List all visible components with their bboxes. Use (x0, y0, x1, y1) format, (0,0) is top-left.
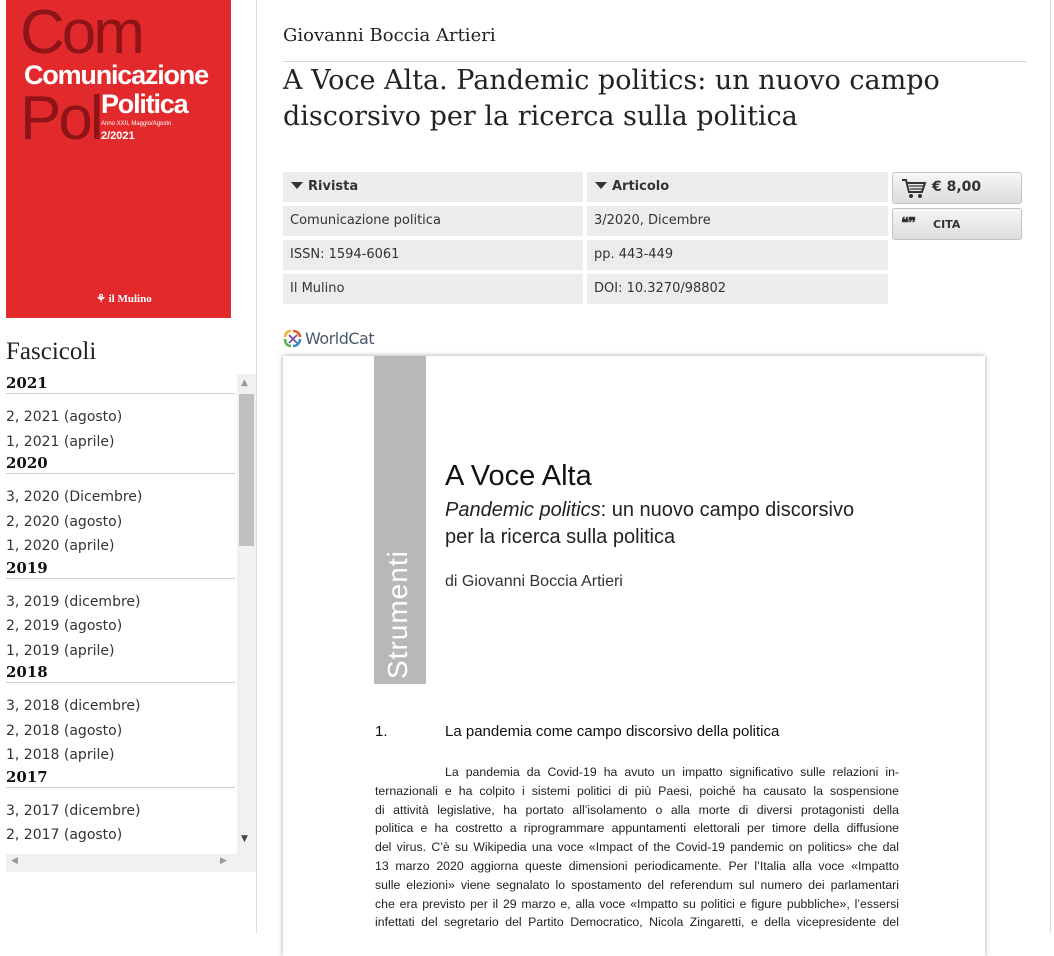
preview-section-number: 1. (375, 723, 388, 740)
scroll-right-icon[interactable]: ▶ (220, 856, 227, 866)
cite-label: CITA (933, 218, 961, 231)
price-label: € 8,00 (932, 179, 982, 195)
issn: ISSN: 1594-6061 (283, 240, 583, 270)
cover-big-com: Com (20, 0, 142, 67)
body-line: La pandemia da Covid-19 ha avuto un impatto significativo sulle relazioni in- (445, 765, 899, 779)
cover-issue-number: 2/2021 (101, 130, 135, 142)
year-heading: 2020 (6, 454, 235, 474)
buy-button[interactable] (892, 172, 1022, 204)
preview-title: A Voce Alta (445, 460, 592, 492)
cite-button[interactable] (892, 208, 1022, 240)
issues-heading: Fascicoli (6, 338, 97, 365)
body-line: 13 marzo 2020 aggiorna queste dimensioni periodicamente. Per l’Italia alla voce «Impatto (375, 858, 899, 873)
worldcat-label: WorldCat (305, 329, 375, 348)
horizontal-scrollbar[interactable] (6, 854, 256, 872)
cover-anno: Anno XXII, Maggio/Agosto (101, 121, 172, 127)
issue-link[interactable]: 3, 2018 (dicembre) (6, 698, 141, 714)
journal-cover[interactable] (6, 0, 231, 318)
preview-subtitle-rest: : un nuovo campo discorsivo (600, 499, 855, 521)
doi: DOI: 10.3270/98802 (587, 274, 888, 304)
year-heading: 2021 (6, 374, 235, 394)
issues-list (6, 374, 235, 848)
year-heading: 2018 (6, 663, 235, 683)
rivista-header-label: Rivista (308, 179, 359, 194)
issue-link[interactable]: 2, 2020 (agosto) (6, 513, 123, 530)
header-divider (283, 61, 1026, 62)
scroll-up-icon[interactable]: ▲ (241, 378, 248, 388)
quote-icon: ❝❞ (901, 214, 916, 232)
issue-link[interactable]: 2, 2018 (agosto) (6, 722, 123, 739)
cover-big-pol: Pol (20, 84, 101, 153)
issue-link[interactable]: 1, 2020 (aprile) (6, 538, 115, 554)
preview-body (375, 763, 899, 932)
section-band-label: Strumenti (382, 550, 413, 679)
article-author[interactable]: Giovanni Boccia Artieri (283, 25, 496, 46)
issue-link[interactable]: 3, 2017 (dicembre) (6, 802, 141, 819)
scroll-down-icon[interactable]: ▼ (241, 834, 248, 844)
issue-link[interactable]: 2, 2017 (agosto) (6, 827, 123, 843)
cover-word-comunicazione: Comunicazione (24, 60, 208, 90)
body-line: che era previsto per il 29 marzo e, alla voce «Impatto su politici e figure pubbliche», l’essersi (375, 896, 899, 911)
articolo-header[interactable] (587, 172, 888, 202)
issue-link[interactable]: 3, 2020 (Dicembre) (6, 489, 143, 505)
year-heading: 2017 (6, 768, 235, 788)
body-line: infettati del segretario del Partito Democratico, Nicola Zingaretti, e della vicepresidente del (375, 915, 899, 930)
cover-word-politica: Politica (101, 89, 188, 119)
article-title: A Voce Alta. Pandemic politics: un nuovo campo discorsivo per la ricerca sulla politica (283, 65, 940, 132)
right-border (1050, 0, 1051, 933)
sidebar-divider (256, 0, 257, 933)
article-preview (283, 356, 985, 956)
articolo-header-label: Articolo (612, 179, 670, 194)
cover-publisher: il Mulino (108, 293, 152, 305)
issue-link[interactable]: 2, 2019 (agosto) (6, 618, 123, 634)
scroll-left-icon[interactable]: ◀ (11, 856, 18, 866)
issue-link[interactable]: 3, 2019 (dicembre) (6, 593, 141, 610)
issue-link[interactable]: 1, 2021 (aprile) (6, 433, 115, 450)
preview-section-heading: La pandemia come campo discorsivo della politica (445, 723, 780, 740)
cover-publisher-logo (96, 292, 152, 305)
issue-link[interactable]: 1, 2018 (aprile) (6, 747, 115, 763)
worldcat-icon (283, 329, 303, 349)
body-line: ternazionali e ha colpito i sistemi politici di più Paesi, poiché ha causato la sospensione (375, 783, 899, 798)
preview-subtitle (445, 499, 854, 522)
issue-link[interactable]: 1, 2019 (aprile) (6, 642, 115, 659)
journal-name: Comunicazione politica (283, 206, 583, 236)
issue-link[interactable]: 2, 2021 (agosto) (6, 409, 123, 425)
preview-byline: di Giovanni Boccia Artieri (445, 573, 623, 590)
scroll-thumb[interactable] (239, 394, 254, 546)
pages: pp. 443-449 (587, 240, 888, 270)
body-line: sulle elezioni» viene segnalato lo spostamento del referendum sul numero dei parlamentari (375, 877, 899, 892)
caret-down-icon (291, 182, 303, 189)
shopping-cart-icon (901, 178, 927, 204)
body-line: del virus. C’è su Wikipedia una voce «Impact of the Covid-19 pandemic on politics» che dal (375, 840, 899, 855)
preview-subtitle-italic: Pandemic politics (445, 499, 601, 521)
publisher: Il Mulino (283, 274, 583, 304)
issues-scroll-box[interactable] (6, 374, 256, 874)
body-line: politica e ha costretto a riprogrammare appuntamenti elettorali per timore della diffusione (375, 821, 899, 836)
body-line: di attività legislative, ha portato all’isolamento o alla morte di diversi protagonisti della (375, 802, 899, 817)
issue-info: 3/2020, Dicembre (587, 206, 888, 236)
year-heading: 2019 (6, 559, 235, 579)
preview-subtitle-line2: per la ricerca sulla politica (445, 526, 676, 548)
mulino-icon: ⚘ (96, 293, 106, 305)
caret-down-icon (595, 182, 607, 189)
rivista-header[interactable] (283, 172, 583, 202)
vertical-scrollbar[interactable] (237, 374, 256, 854)
